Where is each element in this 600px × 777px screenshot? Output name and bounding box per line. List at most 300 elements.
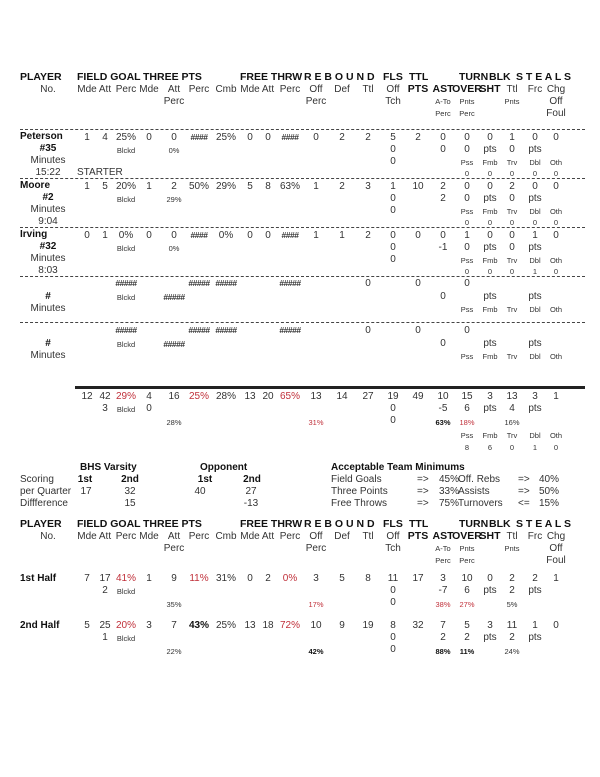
player-number: #35 <box>39 143 57 154</box>
total-cell: 25% <box>188 391 210 402</box>
top-header-chg-off: Off <box>549 96 563 107</box>
minutes-label: Minutes <box>30 204 66 215</box>
top-header-tch: Tch <box>385 96 401 107</box>
stat-cell: 0 <box>415 230 421 241</box>
halves-header-turn: TURN <box>459 518 489 530</box>
top-header-fg-mde: Mde <box>77 84 97 95</box>
total-cell: 13 <box>310 391 322 402</box>
stat-cell: 63% <box>279 181 301 192</box>
total-cell: 1 <box>553 391 559 402</box>
total-cell: 3 <box>532 391 538 402</box>
halves-header-steals: S T E A L S <box>516 518 572 530</box>
row-divider <box>20 322 585 323</box>
fouls-tch: 0 <box>390 205 396 216</box>
stat-cell: 1 <box>339 230 345 241</box>
fouls-tch: 0 <box>390 156 396 167</box>
half-stat-cell: 20% <box>115 620 137 631</box>
pts-label: pts <box>528 585 542 596</box>
minimum-operator: => <box>518 474 530 485</box>
halves-header-player: PLAYER <box>20 518 62 530</box>
turnover-type: Fmb <box>482 158 498 167</box>
stat-cell: 5 <box>102 181 108 192</box>
player-number: #2 <box>42 192 54 203</box>
halves-header-free-thrw: FREE THRW <box>240 518 303 530</box>
stat-cell: 0 <box>247 132 253 143</box>
pts-label: pts <box>483 144 497 155</box>
fouls-tch: 0 <box>390 597 396 608</box>
turnover-type: Oth <box>549 305 563 314</box>
turnover-type: Fmb <box>482 431 498 440</box>
pts-label: pts <box>528 193 542 204</box>
scoring-label: Scoring <box>20 474 54 485</box>
top-header-sht: SHT <box>479 83 501 95</box>
top-header-ast: AST <box>432 83 454 95</box>
turnover-points: 6 <box>464 403 470 414</box>
total-cell: 28% <box>215 391 237 402</box>
minimum-label: Field Goals <box>331 474 382 485</box>
half-stat-cell: 10 <box>310 620 322 631</box>
minimum-value: 45% <box>439 474 460 485</box>
stat-cell: #### <box>190 230 208 240</box>
top-header-tp-perc: Perc <box>188 84 210 95</box>
halves-header-fg-att: Att <box>98 531 112 542</box>
total-cell: 4 <box>146 391 152 402</box>
player-name: Irving <box>20 229 48 240</box>
turnover-count: 6 <box>487 443 493 452</box>
top-header-steals: S T E A L S <box>516 71 572 83</box>
fouls-off: 0 <box>390 403 396 414</box>
turnover-type: Dbl <box>529 431 541 440</box>
top-header-to-perc: Perc <box>459 109 475 118</box>
halves-header-three-pts: THREE PTS <box>143 518 202 530</box>
halves-header-cmb: Cmb <box>215 531 237 542</box>
tp-perc: ##### <box>188 325 210 335</box>
stat-cell: 0 <box>487 132 493 143</box>
reb-total: 0 <box>365 325 371 336</box>
top-header-ft-perc: Perc <box>279 84 301 95</box>
top-header-pnts: Pnts <box>459 97 475 106</box>
bhs-q2-score: 32 <box>124 486 136 497</box>
turnover-type: Pss <box>460 256 474 265</box>
half-stat-cell: 0% <box>282 573 298 584</box>
minimum-label: Turnovers <box>458 498 503 509</box>
total-cell: 15 <box>461 391 473 402</box>
player-number: # <box>45 338 51 349</box>
turnover-count: 0 <box>553 169 559 178</box>
top-header-three-pts: THREE PTS <box>143 71 202 83</box>
three-att-perc: 28% <box>166 418 182 427</box>
turnover-count: 0 <box>532 169 538 178</box>
player-name: Peterson <box>20 131 63 142</box>
turnover-type: Pss <box>460 431 474 440</box>
turnover-type: Trv <box>506 256 518 265</box>
pts-label: pts <box>528 144 542 155</box>
minimum-operator: <= <box>518 498 530 509</box>
stat-cell: 2 <box>339 181 345 192</box>
half-stat-cell: 3 <box>487 620 493 631</box>
turnover-points: 2 <box>464 632 470 643</box>
top-header-turn: TURN <box>459 71 489 83</box>
three-att-perc: ##### <box>163 339 185 349</box>
stat-cell: 1 <box>464 230 470 241</box>
turnover-count: 0 <box>553 218 559 227</box>
turnover-type: Pss <box>460 158 474 167</box>
opponent-title: Opponent <box>200 462 248 473</box>
half-stat-cell: 2 <box>532 573 538 584</box>
player-minutes: 8:03 <box>38 265 58 276</box>
turnover-count: 0 <box>509 443 515 452</box>
turnover-type: Trv <box>506 352 518 361</box>
total-cell: 3 <box>487 391 493 402</box>
player-name: Moore <box>20 180 50 191</box>
per-quarter-label: per Quarter <box>20 486 72 497</box>
blocked-label: Blckd <box>116 146 136 155</box>
turnover-type: Dbl <box>529 352 541 361</box>
turnover-type: Fmb <box>482 256 498 265</box>
ft-perc: ##### <box>279 278 301 288</box>
bhs-q1-score: 17 <box>80 486 92 497</box>
turnover-type: Oth <box>549 352 563 361</box>
half-stat-cell: 0 <box>487 573 493 584</box>
pts-label: pts <box>483 338 497 349</box>
half-stat-cell: 0 <box>247 573 253 584</box>
turnover-type: Pss <box>460 305 474 314</box>
halves-header-reb-def: Def <box>334 531 350 542</box>
stat-cell: 2 <box>365 230 371 241</box>
halves-header-ttl: TTL <box>409 518 429 530</box>
stat-cell: 0 <box>146 132 152 143</box>
halves-header-fls-off: Off <box>386 531 400 542</box>
stat-cell: 5 <box>247 181 253 192</box>
top-header-cmb: Cmb <box>215 84 237 95</box>
halves-header-ast: AST <box>432 530 454 542</box>
halves-header-fls: FLS <box>383 518 403 530</box>
fouls-off: 0 <box>390 144 396 155</box>
halves-header-tp-mde: Mde <box>139 531 159 542</box>
top-header-st-pnts: Pnts <box>504 97 520 106</box>
stat-cell: 0 <box>247 230 253 241</box>
half-stat-cell: 8 <box>365 573 371 584</box>
stat-cell: 0% <box>218 230 234 241</box>
top-header-tp-att-perc: Perc <box>163 96 185 107</box>
halves-header-field-goal: FIELD GOAL <box>77 518 141 530</box>
steal-points: 4 <box>509 403 515 414</box>
turnover-type: Pss <box>460 207 474 216</box>
total-cell: 65% <box>279 391 301 402</box>
half-stat-cell: 5 <box>339 573 345 584</box>
top-header-reb-perc: Perc <box>305 96 327 107</box>
stat-cell: 2 <box>171 181 177 192</box>
halves-header-sht: SHT <box>479 530 501 542</box>
top-header-foul: Foul <box>546 108 566 119</box>
turnover-type: Oth <box>549 431 563 440</box>
turnover-count: 0 <box>553 267 559 276</box>
turnover-type: Dbl <box>529 305 541 314</box>
fouls-off: 0 <box>390 242 396 253</box>
half-stat-cell: 11 <box>387 573 399 584</box>
steal-perc: 24% <box>504 647 520 656</box>
pts-label: pts <box>483 632 497 643</box>
turnover-points: 0 <box>464 144 470 155</box>
minimum-value: 75% <box>439 498 460 509</box>
top-header-ft-att: Att <box>261 84 275 95</box>
turnover-count: 0 <box>487 218 493 227</box>
turnover-type: Oth <box>549 158 563 167</box>
three-att-perc: 0% <box>168 146 180 155</box>
stat-cell: 0 <box>146 230 152 241</box>
steal-points: 0 <box>509 193 515 204</box>
stat-cell: 1 <box>102 230 108 241</box>
three-att-perc: 0% <box>168 244 180 253</box>
top-header-reb-off: Off <box>309 84 323 95</box>
turnover-count: 1 <box>532 443 538 452</box>
blocked-label: Blckd <box>116 195 136 204</box>
assist-turnover: -1 <box>438 242 448 253</box>
top-header-tp-att: Att <box>167 84 181 95</box>
top-header-ttl: TTL <box>409 71 429 83</box>
blocked-label: Blckd <box>116 340 136 349</box>
minimum-value: 50% <box>539 486 560 497</box>
half-stat-cell: 31% <box>215 573 237 584</box>
turnover-count: 0 <box>464 267 470 276</box>
total-points: 0 <box>415 278 421 289</box>
top-header-st-frc: Frc <box>527 84 543 95</box>
turnover-type: Trv <box>506 207 518 216</box>
turnover-perc: 27% <box>459 600 475 609</box>
minutes-label: Minutes <box>30 303 66 314</box>
halves-header-reb-off: Off <box>309 531 323 542</box>
turnover-type: Pss <box>460 352 474 361</box>
totals-divider <box>75 386 585 389</box>
total-points: 0 <box>415 325 421 336</box>
steal-points: 2 <box>509 632 515 643</box>
three-att-perc: 29% <box>166 195 182 204</box>
halves-header-tch: Tch <box>385 543 401 554</box>
turnover-type: Oth <box>549 207 563 216</box>
stat-cell: 0 <box>553 132 559 143</box>
stat-cell: 1 <box>509 132 515 143</box>
top-header-fls-off: Off <box>386 84 400 95</box>
half-stat-cell: 17 <box>412 573 424 584</box>
top-header-blk: BLK <box>489 71 511 83</box>
halves-header-over: OVER <box>452 530 482 542</box>
top-header-ato: A-To <box>435 97 451 106</box>
stat-cell: 0 <box>532 181 538 192</box>
turnover-type: Fmb <box>482 352 498 361</box>
minimum-operator: => <box>417 498 429 509</box>
turnover-count: 0 <box>487 267 493 276</box>
assist-turnover: -7 <box>438 585 448 596</box>
row-divider <box>20 227 585 228</box>
stat-cell: 0 <box>265 132 271 143</box>
steal-points: 2 <box>509 585 515 596</box>
tp-perc: ##### <box>188 278 210 288</box>
minimum-value: 15% <box>539 498 560 509</box>
turnover-type: Fmb <box>482 305 498 314</box>
stat-cell: 5 <box>390 132 396 143</box>
total-cell: 19 <box>387 391 399 402</box>
blocked-label: Blckd <box>116 293 136 302</box>
turnover-perc: 18% <box>459 418 475 427</box>
top-header-st-ttl: Ttl <box>506 84 518 95</box>
steal-perc: 5% <box>506 600 518 609</box>
player-minutes: 15:22 <box>35 167 61 178</box>
opp-q1-header: 1st <box>197 474 213 485</box>
turnover-type: Trv <box>506 158 518 167</box>
stat-cell: 0 <box>84 230 90 241</box>
fouls-off: 0 <box>390 193 396 204</box>
stat-cell: 2 <box>339 132 345 143</box>
top-header-st-chg: Chg <box>546 84 566 95</box>
turnover-count: 0 <box>532 218 538 227</box>
player-minutes: 9:04 <box>38 216 58 227</box>
stat-cell: 0 <box>487 181 493 192</box>
turnover-count: 8 <box>464 443 470 452</box>
bhs-q2-header: 2nd <box>121 474 139 485</box>
half-label: 2nd Half <box>20 620 60 631</box>
stat-cell: 2 <box>415 132 421 143</box>
minimum-value: 40% <box>539 474 560 485</box>
half-stat-cell: 9 <box>339 620 345 631</box>
half-stat-cell: 41% <box>115 573 137 584</box>
half-label: 1st Half <box>20 573 57 584</box>
minimum-label: Three Points <box>331 486 388 497</box>
assist-turnover: -5 <box>438 403 448 414</box>
stat-cell: 0 <box>464 132 470 143</box>
half-stat-cell: 2 <box>509 573 515 584</box>
turnover-type: Dbl <box>529 207 541 216</box>
stat-cell: 0 <box>509 230 515 241</box>
combined-perc: ##### <box>215 325 237 335</box>
minimum-value: 33% <box>439 486 460 497</box>
stat-cell: #### <box>281 230 299 240</box>
turnover-count: 0 <box>509 267 515 276</box>
pts-label: pts <box>528 338 542 349</box>
pts-label: pts <box>528 632 542 643</box>
stat-cell: 3 <box>365 181 371 192</box>
halves-header-fg-perc: Perc <box>115 531 137 542</box>
difference-label: Diffference <box>20 498 68 509</box>
minimum-label: Assists <box>458 486 490 497</box>
stat-cell: 1 <box>84 132 90 143</box>
top-header-reb-def: Def <box>334 84 350 95</box>
pts-label: pts <box>483 193 497 204</box>
total-cell: 20 <box>262 391 274 402</box>
row-divider <box>20 129 585 130</box>
halves-header-st-chg: Chg <box>546 531 566 542</box>
halves-header-reb-ttl: Ttl <box>362 531 374 542</box>
halves-header-fg-mde: Mde <box>77 531 97 542</box>
halves-header-to-perc: Perc <box>459 556 475 565</box>
row-divider <box>20 178 585 179</box>
three-att-perc: 22% <box>166 647 182 656</box>
half-stat-cell: 8 <box>390 620 396 631</box>
top-header-fg-perc: Perc <box>115 84 137 95</box>
halves-header-chg-off: Off <box>549 543 563 554</box>
ft-perc: ##### <box>279 325 301 335</box>
stat-cell: 0 <box>171 132 177 143</box>
pts-label: pts <box>483 291 497 302</box>
reb-perc: 42% <box>308 647 324 656</box>
minimum-operator: => <box>518 486 530 497</box>
total-cell: 14 <box>336 391 348 402</box>
stat-cell: 4 <box>102 132 108 143</box>
bhs-difference: 15 <box>124 498 136 509</box>
turnover-count: 0 <box>553 443 559 452</box>
assist-turnover: 2 <box>440 632 446 643</box>
total-cell: 10 <box>437 391 449 402</box>
fouls-off: 0 <box>390 632 396 643</box>
half-stat-cell: 3 <box>313 573 319 584</box>
top-header-pts: PTS <box>407 83 429 95</box>
fouls-tch: 0 <box>390 644 396 655</box>
starter-label: STARTER <box>77 167 123 178</box>
halves-header-blk: BLK <box>489 518 511 530</box>
halves-header-ft-mde: Mde <box>240 531 260 542</box>
pts-label: pts <box>528 403 542 414</box>
half-stat-cell: 25 <box>99 620 111 631</box>
half-stat-cell: 3 <box>146 620 152 631</box>
stat-cell: 0 <box>440 230 446 241</box>
turnover-count: 0 <box>464 169 470 178</box>
halves-header-ato: A-To <box>435 544 451 553</box>
stat-cell: 1 <box>313 181 319 192</box>
pts-label: pts <box>483 242 497 253</box>
minutes-label: Minutes <box>30 253 66 264</box>
assist-perc: 38% <box>435 600 451 609</box>
total-cell: 16 <box>168 391 180 402</box>
stat-cell: 1 <box>84 181 90 192</box>
top-header-tp-mde: Mde <box>139 84 159 95</box>
half-stat-cell: 18 <box>262 620 274 631</box>
top-header-free-thrw: FREE THRW <box>240 71 303 83</box>
half-stat-cell: 7 <box>440 620 446 631</box>
reb-perc: 17% <box>308 600 324 609</box>
minimum-label: Off. Rebs <box>458 474 501 485</box>
blocked-label: Blckd <box>116 634 136 643</box>
three-att-perc: 35% <box>166 600 182 609</box>
halves-header-ft-att: Att <box>261 531 275 542</box>
minimum-operator: => <box>417 486 429 497</box>
halves-header-tp-perc: Perc <box>188 531 210 542</box>
half-stat-cell: 7 <box>84 573 90 584</box>
half-stat-cell: 32 <box>412 620 424 631</box>
stat-cell: 50% <box>188 181 210 192</box>
turnover-type: Trv <box>506 431 518 440</box>
halves-header-tp-att-perc: Perc <box>163 543 185 554</box>
stat-cell: 1 <box>390 181 396 192</box>
half-stat-cell: 5 <box>84 620 90 631</box>
minutes-label: Minutes <box>30 350 66 361</box>
stat-cell: 0 <box>553 230 559 241</box>
stat-cell: 29% <box>215 181 237 192</box>
three-att-perc: ##### <box>163 292 185 302</box>
blocked-label: Blckd <box>116 587 136 596</box>
total-cell: 49 <box>412 391 424 402</box>
combined-perc: ##### <box>215 278 237 288</box>
half-stat-cell: 11% <box>189 573 209 584</box>
stat-cell: 1 <box>532 230 538 241</box>
stat-cell: 1 <box>313 230 319 241</box>
player-number: #32 <box>39 241 57 252</box>
stat-cell: 0 <box>532 132 538 143</box>
half-stat-cell: 7 <box>171 620 177 631</box>
minimum-operator: => <box>417 474 429 485</box>
blocked-fg: 3 <box>102 403 108 414</box>
turnover-points: 0 <box>464 193 470 204</box>
total-cell: 29% <box>115 391 137 402</box>
fg-perc: ##### <box>115 278 137 288</box>
